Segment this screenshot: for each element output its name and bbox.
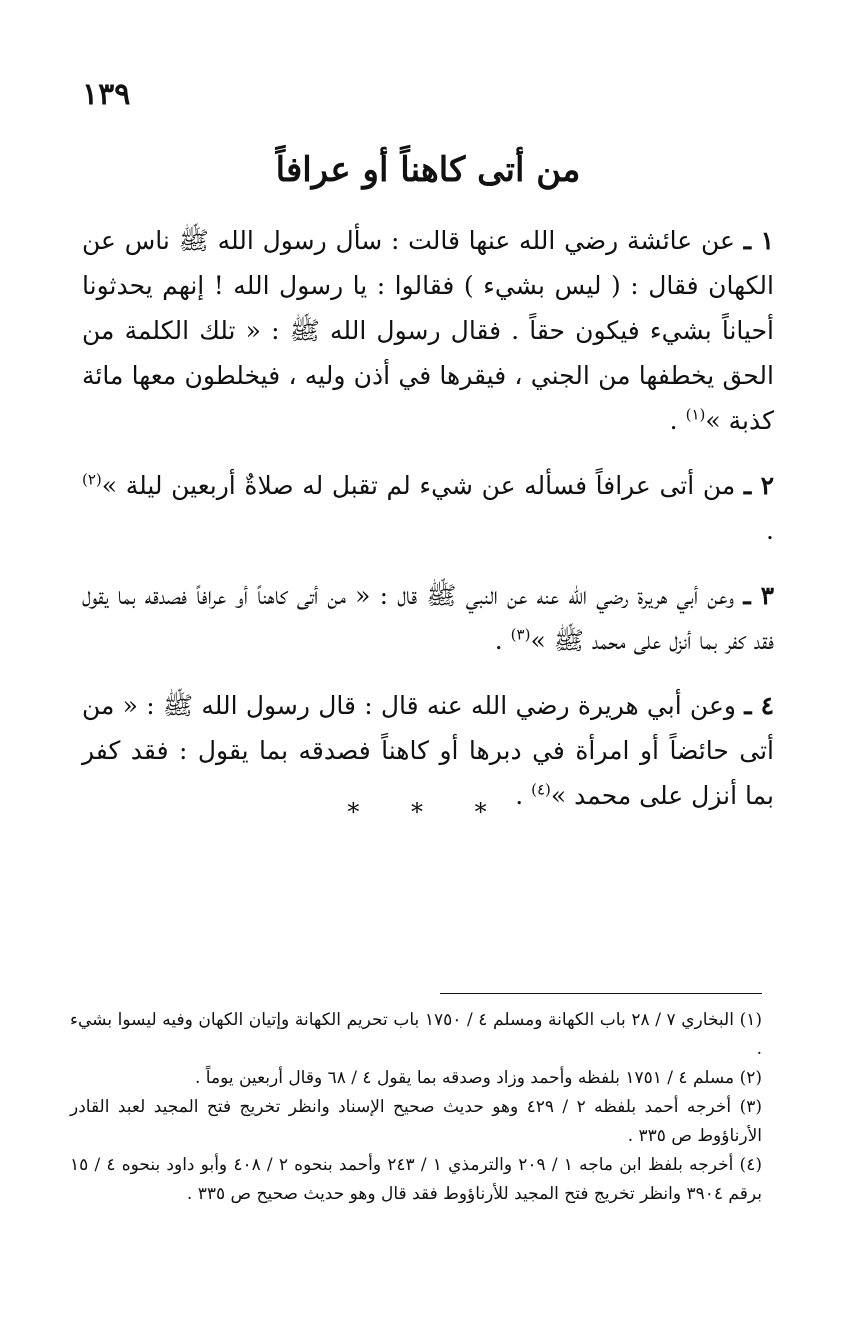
footnote-number: (٢) <box>739 1068 762 1088</box>
footnote-2 <box>70 1064 762 1093</box>
footnote-text: مسلم ٤ / ١٧٥١ بلفظه وأحمد وزاد وصدقه بما يقول ٤ / ٦٨ وقال أربعين يوماً . <box>194 1068 735 1088</box>
hadith-number: ٤ ـ <box>744 691 774 720</box>
footnote-text: أخرجه أحمد بلفظه ٢ / ٤٢٩ وهو حديث صحيح الإسناد وانظر تخريج فتح المجيد لعبد القادر الأرناؤوط ص ٣٣٥ . <box>70 1097 762 1146</box>
footnote-number: (٣) <box>739 1097 763 1117</box>
main-text <box>82 218 774 838</box>
hadith-text: وعن أبي هريرة رضي الله عنه قال : قال رسول الله ﷺ : « من أتى حائضاً أو امرأة في دبرها أو كاهناً فصدقه بما يقول : فقد كفر بما أنزل على محمد » <box>82 691 774 810</box>
footnote-3 <box>70 1093 762 1151</box>
footnotes <box>70 1006 762 1209</box>
hadith-end: . <box>494 626 511 655</box>
hadith-number: ٢ ـ <box>743 471 775 500</box>
page-number: ١٣٩ <box>82 77 131 112</box>
hadith-paragraph-1 <box>82 218 774 443</box>
hadith-end: . <box>515 781 532 810</box>
chapter-title: من أتى كاهناً أو عرافاً <box>275 150 581 190</box>
footnote-reference[interactable]: (١) <box>685 405 706 424</box>
footnote-number: (٤) <box>739 1155 762 1175</box>
footnote-reference[interactable]: (٣) <box>510 625 531 644</box>
footnote-text: البخاري ٧ / ٢٨ باب الكهانة ومسلم ٤ / ١٧٥٠ باب تحريم الكهانة وإتيان الكهان وفيه ليسوا بشيء . <box>70 1010 762 1059</box>
footnote-divider <box>440 993 762 994</box>
section-separator: * * * <box>347 798 509 826</box>
hadith-number: ٣ ـ <box>743 581 774 610</box>
hadith-number: ١ ـ <box>743 226 774 255</box>
footnote-4 <box>70 1151 762 1209</box>
hadith-text: من أتى عرافاً فسأله عن شيء لم تقبل له صلاةٌ أربعين ليلة » <box>101 471 736 500</box>
hadith-paragraph-3 <box>82 573 774 663</box>
footnote-text: أخرجه بلفظ ابن ماجه ١ / ٢٠٩ والترمذي ١ / ٢٤٣ وأحمد بنحوه ٢ / ٤٠٨ وأبو داود بنحوه ٤ / ١٥ برقم ٣٩٠٤ وانظر تخريج فتح المجيد للأرناؤوط فقد قال وهو حديث صحيح ص ٣٣٥ . <box>70 1155 762 1204</box>
hadith-text: عن عائشة رضي الله عنها قالت : سأل رسول الله ﷺ ناس عن الكهان فقال : ( ليس بشيء ) فقالوا : يا رسول الله ! إنهم يحدثونا أحياناً بشيء فيكون حقاً . فقال رسول الله ﷺ : « تلك الكلمة من الحق يخطفها من الجني ، فيقرها في أذن وليه ، فيخلطون معها مائة كذبة » <box>82 226 774 435</box>
hadith-end: . <box>766 516 774 545</box>
footnote-number: (١) <box>739 1010 762 1030</box>
footnote-1 <box>70 1006 762 1064</box>
hadith-text: وعن أبي هريرة رضي الله عنه عن النبي ﷺ قال : « من أتى كاهناً أو عرافاً فصدقه بما يقول فقد كفر بما أنزل على محمد ﷺ » <box>82 581 774 655</box>
footnote-reference[interactable]: (٤) <box>531 780 551 799</box>
hadith-paragraph-2 <box>82 463 774 553</box>
footnote-reference[interactable]: (٢) <box>82 470 102 489</box>
hadith-end: . <box>669 406 686 435</box>
